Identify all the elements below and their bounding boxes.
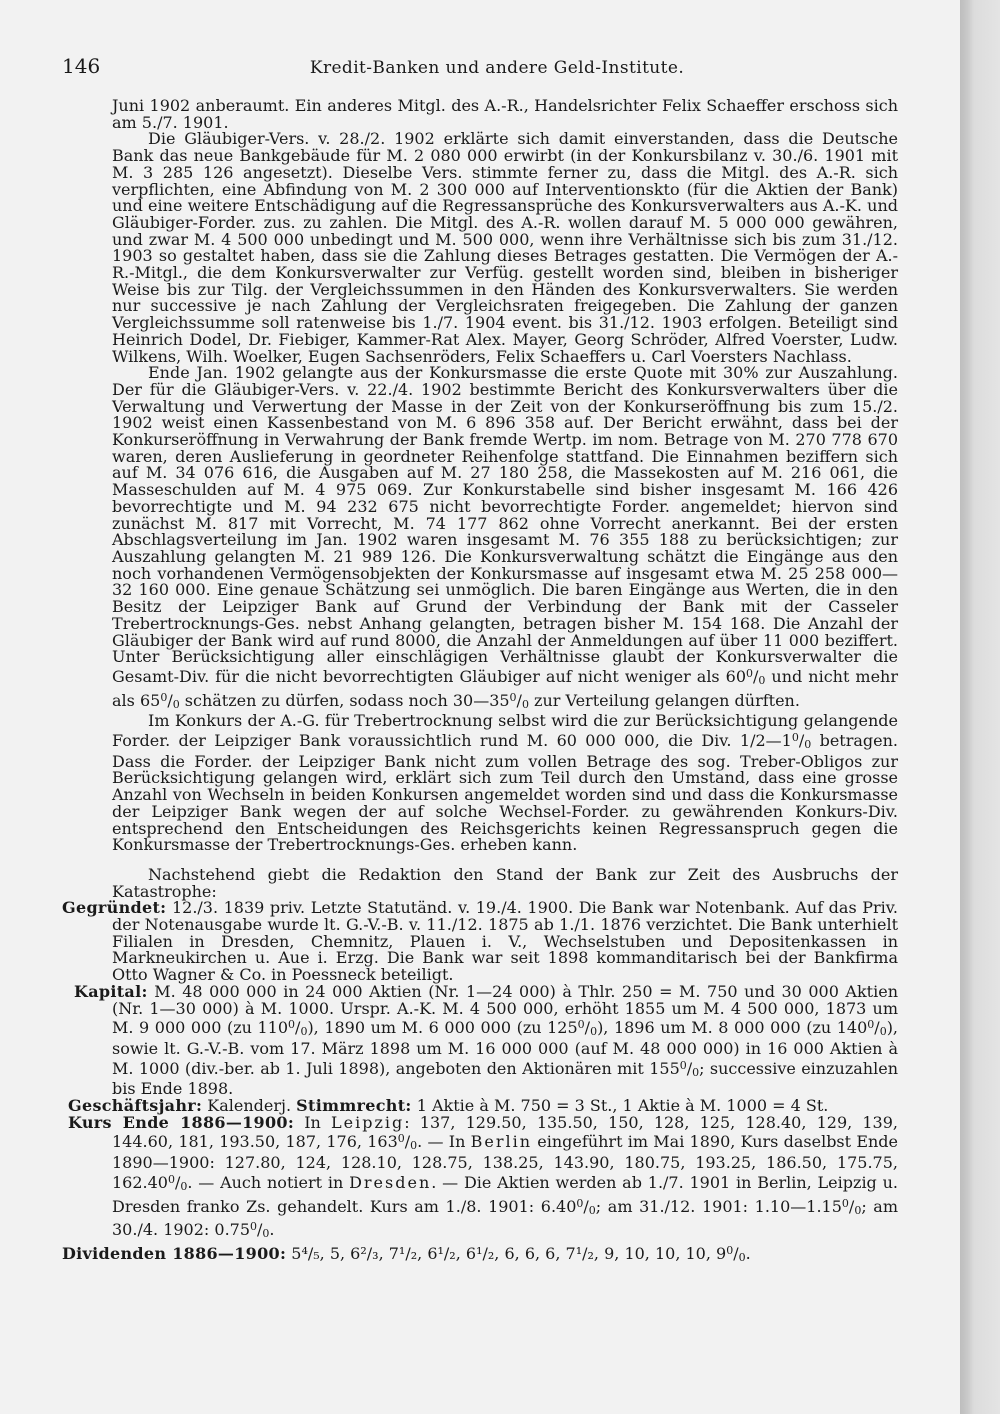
percent-sign: % [743, 363, 759, 383]
paragraph-2: Die Gläubiger-Vers. v. 28./2. 1902 erklärte sich damit einverstanden, dass die Deutsche Bank das neue Bankgebäude für M. 2 080 000 erwirbt (in der Konkursbilanz v. 30./6. 1901 mit M. 3 285 126 angesetzt). Dieselbe Vers. stimmte ferner zu, dass die Mitgl. des A.-R. sich verpflichten, eine Abfindung von M. 2 300 000 auf Interventionskto (für die Aktien der Bank) und eine weitere Entschädigung auf die Regressansprüche des Konkursverwalters aus A.-K. und Gläubiger-Forder. zus. zu zahlen. Die Mitgl. des A.-R. wollen darauf M. 5 000 000 gewähren, und zwar M. 4 500 000 unbedingt und M. 500 000, wenn ihre Verhältnisse sich bis zum 31./12. 1903 so gestaltet haben, dass sie die Zahlung dieses Betrages gestatten. Die Vermögen der A.-R.-Mitgl., die dem Konkursverwalter zur Verfüg. gestellt worden sind, bleiben in bisheriger Weise bis zur Tilg. der Vergleichssummen in den Händen des Konkursverwalters. Sie werden nur successive je nach Zahlung der Vergleichsraten freigegeben. Die Zahlung der ganzen Vergleichssumme soll ratenweise bis 1./7. 1904 event. bis 31./12. 1903 erfolgen. Beteiligt sind Heinrich Dodel, Dr. Fiebiger, Kammer-Rat Alex. Mayer, Georg Schröder, Alfred Voerster, Ludw. Wilkens, Wilh. Woelker, Eugen Sachsenröders, Felix Schaeffers u. Carl Voersters Nachlass. [112, 129, 898, 366]
entry-dividenden [62, 1243, 898, 1267]
paragraph-4-part-b: —1 [765, 731, 792, 751]
text-geschaeftsjahr: Kalenderj. [202, 1096, 297, 1116]
label-gegruendet: Gegründet: [62, 898, 167, 918]
entry-gegruendet [62, 898, 898, 985]
paragraph-4-part-a: Im Konkurs der A.-G. für Trebertrocknung selbst wird die zur Berücksichtigung gelangende Forder. der Leipziger Bank voraussichtlich rund M. 60 000 000, die Div. [112, 711, 898, 751]
paragraph-1: Juni 1902 anberaumt. Ein anderes Mitgl. des A.-R., Handelsrichter Felix Schaeffer erschoss sich am 5./7. 1901. [112, 96, 898, 132]
fraction-half: 1/2 [739, 731, 766, 751]
percent-sign: $^0$/0 [167, 1172, 188, 1193]
text-kapital-b: ), 1890 um M. 6 000 000 (zu 125 [307, 1018, 578, 1038]
text-gegruendet: 12./3. 1839 priv. Letzte Statutänd. v. 19./4. 1900. Die Bank war Notenbank. Auf das Priv. der Notenausgabe wurde lt. G.-V.-B. v. 11./12. 1875 ab 1./1. 1876 verzichtet. Die Bank unterhielt Filialen in Dresden, Chemnitz, Plauen i. V., Wechselstuben und Depositenkassen in Markneukirchen u. Aue i. Erzg. Die Bank war seit 1898 kommanditarisch bei der Bankfirma Otto Wagner & Co. in Poessneck beteiligt. [112, 898, 898, 985]
paragraph-4 [112, 713, 898, 854]
text-kapital-e: ; successive einzuzahlen bis Ende 1898. [112, 1058, 898, 1099]
entry-kapital [74, 981, 899, 1099]
page-header [62, 54, 932, 82]
text-kurs-h: . [269, 1220, 275, 1240]
text-kurs-e: . — Die Aktien werden ab 1./7. 1901 in Berlin, Leipzig u. Dresden franko Zs. gehandelt. Kurs am 1./8. 1901: 6.40 [112, 1172, 898, 1216]
label-dividenden: Dividenden 1886—1900: [62, 1244, 287, 1263]
label-geschaeftsjahr: Geschäftsjahr: [68, 1096, 203, 1116]
text-kurs-a: : 137, 129.50, 135.50, 150, 128, 125, 128.40, 129, 139, 144.60, 181, 193.50, 187, 176, 163 [112, 1112, 899, 1152]
percent-sign: $^0$/0 [726, 1244, 746, 1264]
percent-sign: $^0$/0 [577, 1018, 598, 1039]
percent-sign: $^0$/0 [509, 690, 529, 711]
percent-sign: $^0$/0 [288, 1018, 308, 1039]
page-edge-shadow [960, 0, 1000, 1414]
text-kurs-c: eingeführt im Mai 1890, Kurs daselbst Ende 1890—1900: 127.80, 124, 128.10, 128.75, 138.25, 143.90, 180.75, 193.25, 186.50, 175.75, 162.40 [112, 1132, 899, 1192]
percent-sign: $^0$/0 [397, 1132, 418, 1153]
paragraph-5: Nachstehend giebt die Redaktion den Stand der Bank zur Zeit des Ausbruchs der Katastrophe: [112, 864, 898, 901]
paragraph-3-part-c: und nicht mehr als 65 [112, 666, 898, 710]
text-dividenden-end: . [745, 1244, 751, 1263]
entry-kurs [68, 1112, 899, 1243]
percent-sign: $^0$/0 [791, 731, 812, 752]
label-kurs: Kurs Ende 1886—1900: [68, 1112, 295, 1132]
paragraph-3-part-b: zur Auszahlung. Der für die Gläubiger-Vers. v. 22./4. 1902 bestimmte Bericht des Konkursverwalters über die Verwaltung und Verwertung der Masse in der Zeit von der Konkurseröffnung bis zum 15./2. 1902 weist einen Kassenbestand von M. 6 896 358 auf. Der Bericht erwähnt, dass bei der Konkurseröffnung in Verwahrung der Bank fremde Wertp. im nom. Betrage von M. 270 778 670 waren, deren Auslieferung in geordneter Reihenfolge stattfand. Die Einnahmen beziffern sich auf M. 34 076 616, die Ausgaben auf M. 27 180 258, die Massekosten auf M. 216 061, die Masseschulden auf M. 4 975 069. Zur Konkurstabelle sind bisher insgesamt M. 166 426 bevorrechtigte und M. 94 232 675 nicht bevorrechtigte Forder. angemeldet; hiervon sind zunächst M. 817 mit Vorrecht, M. 74 177 862 ohne Vorrecht anerkannt. Bei der ersten Abschlagsverteilung im Jan. 1902 waren insgesamt M. 76 355 188 zu berücksichtigen; zur Auszahlung gelangten M. 21 989 126. Die Konkursverwaltung schätzt die Eingänge aus den noch vorhandenen Vermögensobjekten der Konkursmasse auf insgesamt etwa M. 25 258 000—32 160 000. Eine genaue Schätzung sei unmöglich. Die baren Eingänge aus Werten, die in den Besitz der Leipziger Bank auf Grund der Verbindung der Bank mit der Casseler Trebertrocknungs-Ges. nebst Anhang gelangten, betragen bisher M. 154 168. Die Anzahl der Gläubiger der Bank wird auf rund 8000, die Anzahl der Anmeldungen auf über 11 000 beziffert. Unter Berücksichtigung aller einschlägigen Verhältnisse glaubt der Konkursverwalter die Gesamt-Div. für die nicht bevorrechtigten Gläubiger auf nicht weniger als 60 [112, 363, 899, 686]
text-kurs-in: In [294, 1112, 332, 1132]
text-kurs-g: ; am 30./4. 1902: 0.75 [112, 1196, 899, 1240]
paragraph-4-part-c: betragen. Dass die Forder. der Leipziger Bank nicht zum vollen Betrage des sog. Treber-Obligos zur Berücksichtigung gelangen wird, erklärt sich zum Teil durch den Umstand, dass eine grosse Anzahl von Wechseln in beiden Konkursen angemeldet worden sind und dass die Konkursmasse der Leipziger Bank wegen der auf solche Wechsel-Forder. zu gewährenden Konkurs-Div. entsprechend den Entscheidungen des Reichsgerichts keinen Regressanspruch gegen die Konkursmasse der Trebertrocknungs-Ges. erheben kann. [112, 731, 899, 855]
text-kapital-d: ), sowie lt. G.-V.-B. vom 17. März 1898 um M. 16 000 000 (auf M. 48 000 000) in 16 000 Aktien à M. 1000 (div.-ber. ab 1. Juli 1898), angeboten den Aktionären mit 155 [112, 1018, 899, 1078]
percent-sign: $^0$/0 [841, 1196, 862, 1217]
label-stimmrecht: Stimmrecht: [296, 1096, 412, 1116]
text-kurs-f: ; am 31./12. 1901: 1.10—1.15 [595, 1196, 842, 1216]
city-berlin: Berlin [470, 1132, 533, 1152]
percent-sign: $^0$/0 [679, 1058, 700, 1079]
paragraph-3 [112, 365, 898, 713]
city-dresden: Dresden [349, 1172, 432, 1192]
percent-sign: $^0$/0 [160, 690, 180, 711]
label-kapital: Kapital: [74, 981, 148, 1001]
text-dividenden: 5⁴/₅, 5, 6²/₃, 7¹/₂, 6¹/₂, 6¹/₂, 6, 6, 6, 7¹/₂, 9, 10, 10, 10, 9 [286, 1244, 727, 1263]
text-kurs-d: . — Auch notiert in [187, 1172, 350, 1192]
paragraph-3-part-d: schätzen zu dürfen, sodass noch 30—35 [179, 690, 510, 710]
page-number: 146 [62, 54, 101, 78]
text-kapital-c: ), 1896 um M. 8 000 000 (zu 140 [597, 1018, 868, 1038]
running-head: Kredit-Banken und andere Geld-Institute. [309, 58, 685, 78]
text-kapital-a: M. 48 000 000 in 24 000 Aktien (Nr. 1—24 000) à Thlr. 250 = M. 750 und 30 000 Aktien (Nr. 1—30 000) à M. 1000. Urspr. A.-K. M. 4 500 000, erhöht 1855 um M. 4 500 000, 1873 um M. 9 000 000 (zu 110 [112, 981, 898, 1038]
percent-sign: $^0$/0 [746, 666, 766, 687]
text-stimmrecht: 1 Aktie à M. 750 = 3 St., 1 Aktie à M. 1000 = 4 St. [411, 1096, 829, 1116]
percent-sign: $^0$/0 [576, 1196, 596, 1217]
page-body [62, 96, 899, 1267]
paragraph-3-part-e: zur Verteilung gelangen dürften. [528, 690, 800, 710]
paragraph-3-part-a: Ende Jan. 1902 gelangte aus der Konkursmasse die erste Quote mit 30 [148, 363, 744, 383]
percent-sign: $^0$/0 [867, 1018, 887, 1039]
city-leipzig: Leipzig [331, 1112, 405, 1132]
percent-sign: $^0$/0 [250, 1220, 270, 1241]
text-kurs-b: . — In [417, 1132, 471, 1152]
